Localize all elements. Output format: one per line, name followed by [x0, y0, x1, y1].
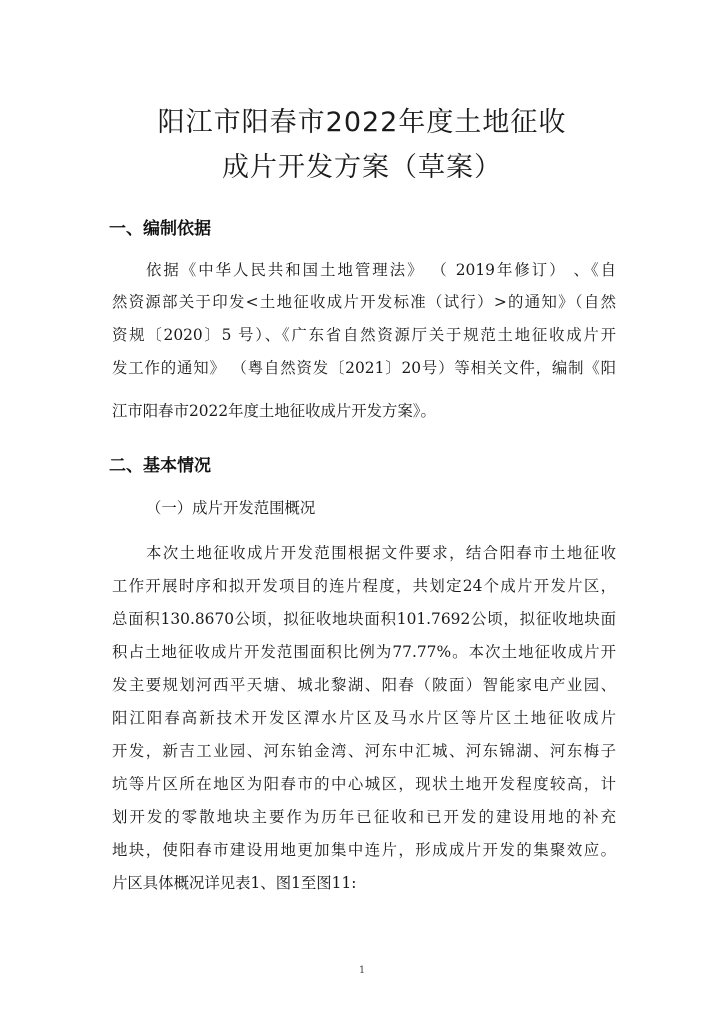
paragraph-line: 资规〔2020〕5 号）、《广东省自然资源厅关于规范土地征收成片开 — [112, 326, 616, 344]
page-number: 1 — [358, 965, 366, 976]
paragraph-line: 依据《中华人民共和国土地管理法》 （ 2019年修订） 、《自 — [146, 261, 616, 279]
paragraph-line: 阳江阳春高新技术开发区潭水片区及马水片区等片区土地征收成片 — [112, 709, 616, 727]
paragraph-line: 片区具体概况详见表1、图1至图11: — [112, 874, 357, 892]
paragraph-line: 然资源部关于印发<土地征收成片开发标准（试行）>的通知》（自然 — [112, 293, 616, 311]
paragraph-line: 发主要规划河西平天塘、城北黎湖、阳春（陂面）智能家电产业园、 — [112, 676, 616, 694]
paragraph-line: 本次土地征收成片开发范围根据文件要求，结合阳春市土地征收 — [146, 544, 616, 562]
paragraph-line: 划开发的零散地块主要作为历年已征收和已开发的建设用地的补充 — [112, 808, 616, 826]
section-heading-basis: 一、编制依据 — [109, 219, 211, 239]
paragraph-line: 开发，新吉工业园、河东铂金湾、河东中汇城、河东锦湖、河东梅子 — [112, 742, 616, 760]
section-heading-basic-info: 二、基本情况 — [109, 456, 211, 476]
paragraph-line: 发工作的通知》 （粤自然资发〔2021〕20号）等相关文件，编制《阳 — [112, 359, 616, 377]
paragraph-line: 地块，使阳春市建设用地更加集中连片，形成成片开发的集聚效应。 — [112, 841, 616, 859]
document-title-line-2: 成片开发方案（草案） — [222, 152, 502, 183]
paragraph-line: 工作开展时序和拟开发项目的连片程度，共划定24个成片开发片区， — [112, 577, 616, 595]
paragraph-line: 积占土地征收成片开发范围面积比例为77.77%。本次土地征收成片开 — [112, 643, 616, 661]
subsection-heading-scope: （一）成片开发范围概况 — [146, 499, 316, 517]
paragraph-line: 总面积130.8670公顷，拟征收地块面积101.7692公顷，拟征收地块面 — [112, 610, 616, 628]
document-title-line-1: 阳江市阳春市2022年度土地征收 — [157, 107, 567, 138]
paragraph-line: 江市阳春市2022年度土地征收成片开发方案》。 — [112, 402, 436, 420]
paragraph-line: 坑等片区所在地区为阳春市的中心城区，现状土地开发程度较高，计 — [112, 775, 616, 793]
